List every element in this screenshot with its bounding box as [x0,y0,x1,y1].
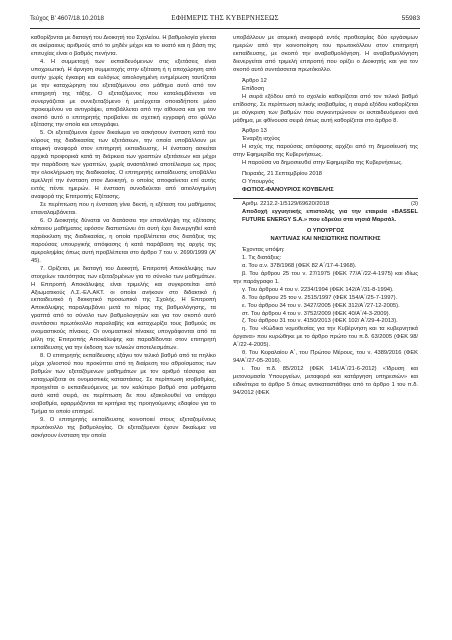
consideration: γ. Του άρθρου 4 του ν. 2234/1994 (ΦΕΚ 142/Α΄/31-8-1994). [242,286,394,293]
consideration: θ. Του Κεφαλαίου Α΄, του Πρώτου Μέρους, του ν. 4389/2016 (ΦΕΚ 94/Α΄/27-05-2016). [233,350,418,365]
consideration: Έχοντας υπόψη: [242,246,285,253]
consideration: ζ. Του άρθρου 31 του ν. 4150/2013 (ΦΕΚ 102/ Α΄/29-4-2013). [242,318,398,325]
gazette-title: ΕΦΗΜΕΡΙΣ ΤΗΣ ΚΥΒΕΡΝΗΣΕΩΣ [171,14,279,22]
article-12-text: Η σειρά εξόδου από το σχολείο καθορίζεται από τον τελικό βαθμό επίδοσης. Σε περίπτωση τελικής ισοβαθμίας, η σειρά εξόδου καθορίζεται με σύγκριση των βαθμών που συγκεντρώνουν οι εκπαιδευόμενοι ανά μάθημα, με φθίνουσα σειρά όπως αυτή καθορίζεται στο άρθρο 8. [233,93,418,124]
article-13-subtitle: Έναρξη ισχύος [242,136,281,143]
article-12-title: Άρθρο 12 [242,77,267,84]
paragraph: καθορίζονται με διαταγή του Διοικητή του Σχολείου. Η βαθμολογία γίνεται σε ακέραιους αριθμούς από το μηδέν μέχρι και το εκατό και η βάση της επιτυχίας είναι ο βαθμός πενήντα. [31,35,216,57]
right-column [233,35,418,398]
paragraph: Σε περίπτωση που η ένσταση γίνει δεκτή, η εξέταση του μαθήματος επαναλαμβάνεται. [31,202,216,216]
consideration: α. Του α.ν. 378/1968 (ΦΕΚ 82 Α΄/17-4-1968). [242,262,357,269]
consideration: β. Του άρθρου 25 του ν. 27/1975 (ΦΕΚ 77/Α΄/22-4-1975) και ιδίως την παράγραφο 1. [233,270,418,285]
paragraph: 8. Ο επιτηρητής εκπαίδευσης εξάγει τον τελικό βαθμό από τα πηλίκο μέχρι χιλιοστού που προκύπτει από τη διαίρεση του αθροίσματος των βαθμών των εξεταζόμενων μαθημάτων με τον αριθμό τέσσερα και καταχωρίζεται σε ονομαστικές καταστάσεις. Σε περίπτωση ισοβαθμίας, προηγείται ο εκπαιδευόμενος με τον καλύτερο βαθμό στα μαθήματα αυτά κατά σειρά, σε περίπτωση δε που εξακολουθεί να υπάρχει ισοβαθμία, εφαρμόζονται τα κριτήρια της προηγούμενης εδαφίου για το Τμήμα το οποίο επιτηρεί. [31,353,216,415]
paragraph: 7. Ορίζεται, με διαταγή του Διοικητή, Επιτροπή Αποκάλυψης των στοιχείων ταυτότητας των εξεταζομένων για το σύνολο των μαθημάτων. Η Επιτροπή Αποκάλυψης είναι τριμελής και συγκροτείται από Αξιωματικούς Λ.Σ.-ΕΛ.ΑΚΤ. οι οποίοι ανήκουν στο διδακτικό ή εκπαιδευτικό ή διοικητικό προσωπικό της Σχολής. Η Επιτροπή Αποκάλυψης παραλαμβάνει μετά το πέρας της βαθμολόγησης, τα γραπτά από το σύνολο των βαθμολογητών και για τον σκοπό αυτό συντάσσει πρωτόκολλο παραλαβής και καταχωρίζει τους βαθμούς σε ονομαστικούς πίνακες. Οι ονομαστικοί πίνακες υπογράφονται από τα μέλη της Επιτροπής Αποκάλυψης και παραδίδονται στον επιτηρητή εκπαίδευσης για την έκδοση των τελικών αποτελεσμάτων. [31,265,216,352]
ministry-line-1: Ο ΥΠΟΥΡΓΟΣ [306,227,345,234]
ministry-line-2: ΝΑΥΤΙΛΙΑΣ ΚΑΙ ΝΗΣΙΩΤΙΚΗΣ ΠΟΛΙΤΙΚΗΣ [270,235,381,242]
article-13-text: Η ισχύς της παρούσας απόφασης αρχίζει από τη δημοσίευσή της στην Εφημερίδα της Κυβερνήσεως. [233,144,418,159]
decision-number: Αριθμ. 2212.2-1/5129/69620/2018 [242,201,330,208]
page-number: 55983 [401,15,420,22]
consideration: 1. Τις διατάξεις: [242,254,282,261]
page-header [30,12,420,26]
issue-label: Τεύχος Β' 4607/18.10.2018 [30,15,104,22]
consideration: στ. Του άρθρου 4 του ν. 3752/2009 (ΦΕΚ 40/Α΄/4-3-2009). [242,310,391,317]
article-13-title: Άρθρο 13 [242,128,267,135]
decision-tag: (3) [410,201,418,208]
left-column [31,35,216,441]
consideration: δ. Του άρθρου 25 του ν. 2515/1997 (ΦΕΚ 154/Α΄/25-7-1997). [242,294,398,301]
signatory-role: Ο Υπουργός [242,179,275,186]
consideration: ε. Του άρθρου 34 του ν. 3427/2005 (ΦΕΚ 312/Α΄/27-12-2005). [242,302,400,309]
consideration: η. Του «Κώδικα νομοθεσίας για την Κυβέρνηση και τα κυβερνητικά όργανα» που κυρώθηκε με το άρθρο πρώτο του π.δ. 63/2005 (ΦΕΚ 98/Α΄/22-4-2005). [233,326,418,349]
header-rule [30,28,420,29]
place-date: Πειραιάς, 21 Σεπτεμβρίου 2018 [242,171,322,178]
consideration: ι. Του π.δ. 85/2012 (ΦΕΚ 141/Α΄/21-6-2012) «Ίδρυση και μετονομασία Υπουργείων, μεταφορά και κατάργηση υπηρεσιών» και ειδικότερα το άρθρο 5 όπως αντικαταστάθηκε από το άρθρο 1 του π.δ. 94/2012 (ΦΕΚ [233,366,418,397]
paragraph: 6. Ο Διοικητής δύναται να διατάσσει την επανάληψη της εξέτασης κάποιου μαθήματος εφόσον διαπιστώνει ότι αυτή έχει διενεργηθεί κατά παρέκκλιση της διαδικασίας, η οποία προβλέπεται στις διατάξεις της παρούσας υπουργικής απόφασης ή κατά παράβαση της αρχής της αμεροληψίας όπως αυτή προβλέπεται στο άρθρο 7 του ν. 2690/1999 (Α' 45). [31,217,216,264]
signatory-name: ΦΩΤΙΟΣ-ΦΑΝΟΥΡΙΟΣ ΚΟΥΒΕΛΗΣ [242,187,334,194]
paragraph: 5. Οι εξεταζόμενοι έχουν δικαίωμα να ασκήσουν ένσταση κατά του κύρους της διαδικασίας των εξετάσεων, την οποία υποβάλλουν με ατομική αναφορά στον επιτηρητή εκπαιδευσης. Η ένσταση ασκείται αρχικά προφορικά κατά τη διάρκεια των γραπτών εξετάσεων και μέχρι την παράδοση των γραπτών, χωρίς αναστάλτικό αποτέλεσμα ως προς την ολοκλήρωση της διαδικασίας. Ο επιτηρητής εκπαίδευσης υποβάλλει αμελλητί την ένσταση στον Διοικητή, ο οποίος αποφαίνεται επί αυτής εντός πέντε ημερών. Η ένσταση συνοδεύεται από αιτιολογημένη αναφορά της Επιτροπής Εξέτασης. [31,130,216,201]
article-13-text: Η παρούσα να δημοσιευθεί στην Εφημερίδα της Κυβερνήσεως. [242,160,403,167]
decision-number-line [233,201,418,209]
paragraph: 9. Ο επιτηρητής εκπαίδευσης κοινοποιεί στους εξεταζομένους πρωτόκολλο της βαθμολογίας. Οι εξεταζόμενοι έχουν δικαίωμα να ασκήσουν ένσταση την οποία [31,416,216,439]
section-divider [233,198,418,199]
decision-title: Αποδοχή εγγυητικής επιστολής για την εταιρεία «BASSEL FUTURE ENERGY S.A.» που εδρεύει στα νησιά Μαρσάλ. [242,209,418,224]
paragraph: υποβάλλουν με ατομική αναφορά εντός προθεσμίας δύο εργάσιμων ημερών από την κοινοποίηση του πρωτοκόλλου στον επιτηρητή εκπαίδευσης, με σκοπό την αναβαθμολόγηση. Η αναβαθμολόγηση διενεργείται από τριμελή επιτροπή που ορίζει ο Διοικητής και για τον σκοπό αυτό συντάσσεται πρωτόκολλο. [233,35,418,73]
article-12-subtitle: Επίδοση [242,85,265,92]
paragraph: 4. Η συμμετοχή των εκπαιδευόμενων στις εξετάσεις είναι υποχρεωτική. Η άρνηση συμμετοχής στην εξέταση ή η αποχώρηση από αυτήν χωρίς έγκαιρη και ευλόγως αιτιολογημένη ενημέρωση ταυτίζεται με την καταχώρηση του εξεταζόμενου στο μάθημα αυτό από τον επιτηρητή της τάξης. Ο εξεταζόμενος που καταλαμβάνεται να συνεργάζεται με συνεξεταζόμενο ή μετέρχεται οποιαδήποτε μέσο προκειμένου να αντιγράψει, αποβάλλεται από την αίθουσα και για τον σκοπό αυτό ο επιτηρητής προβαίνει σε σχετική εγγραφή στο φύλλο εξέτασης την οποία και υπογράφει. [31,58,216,129]
